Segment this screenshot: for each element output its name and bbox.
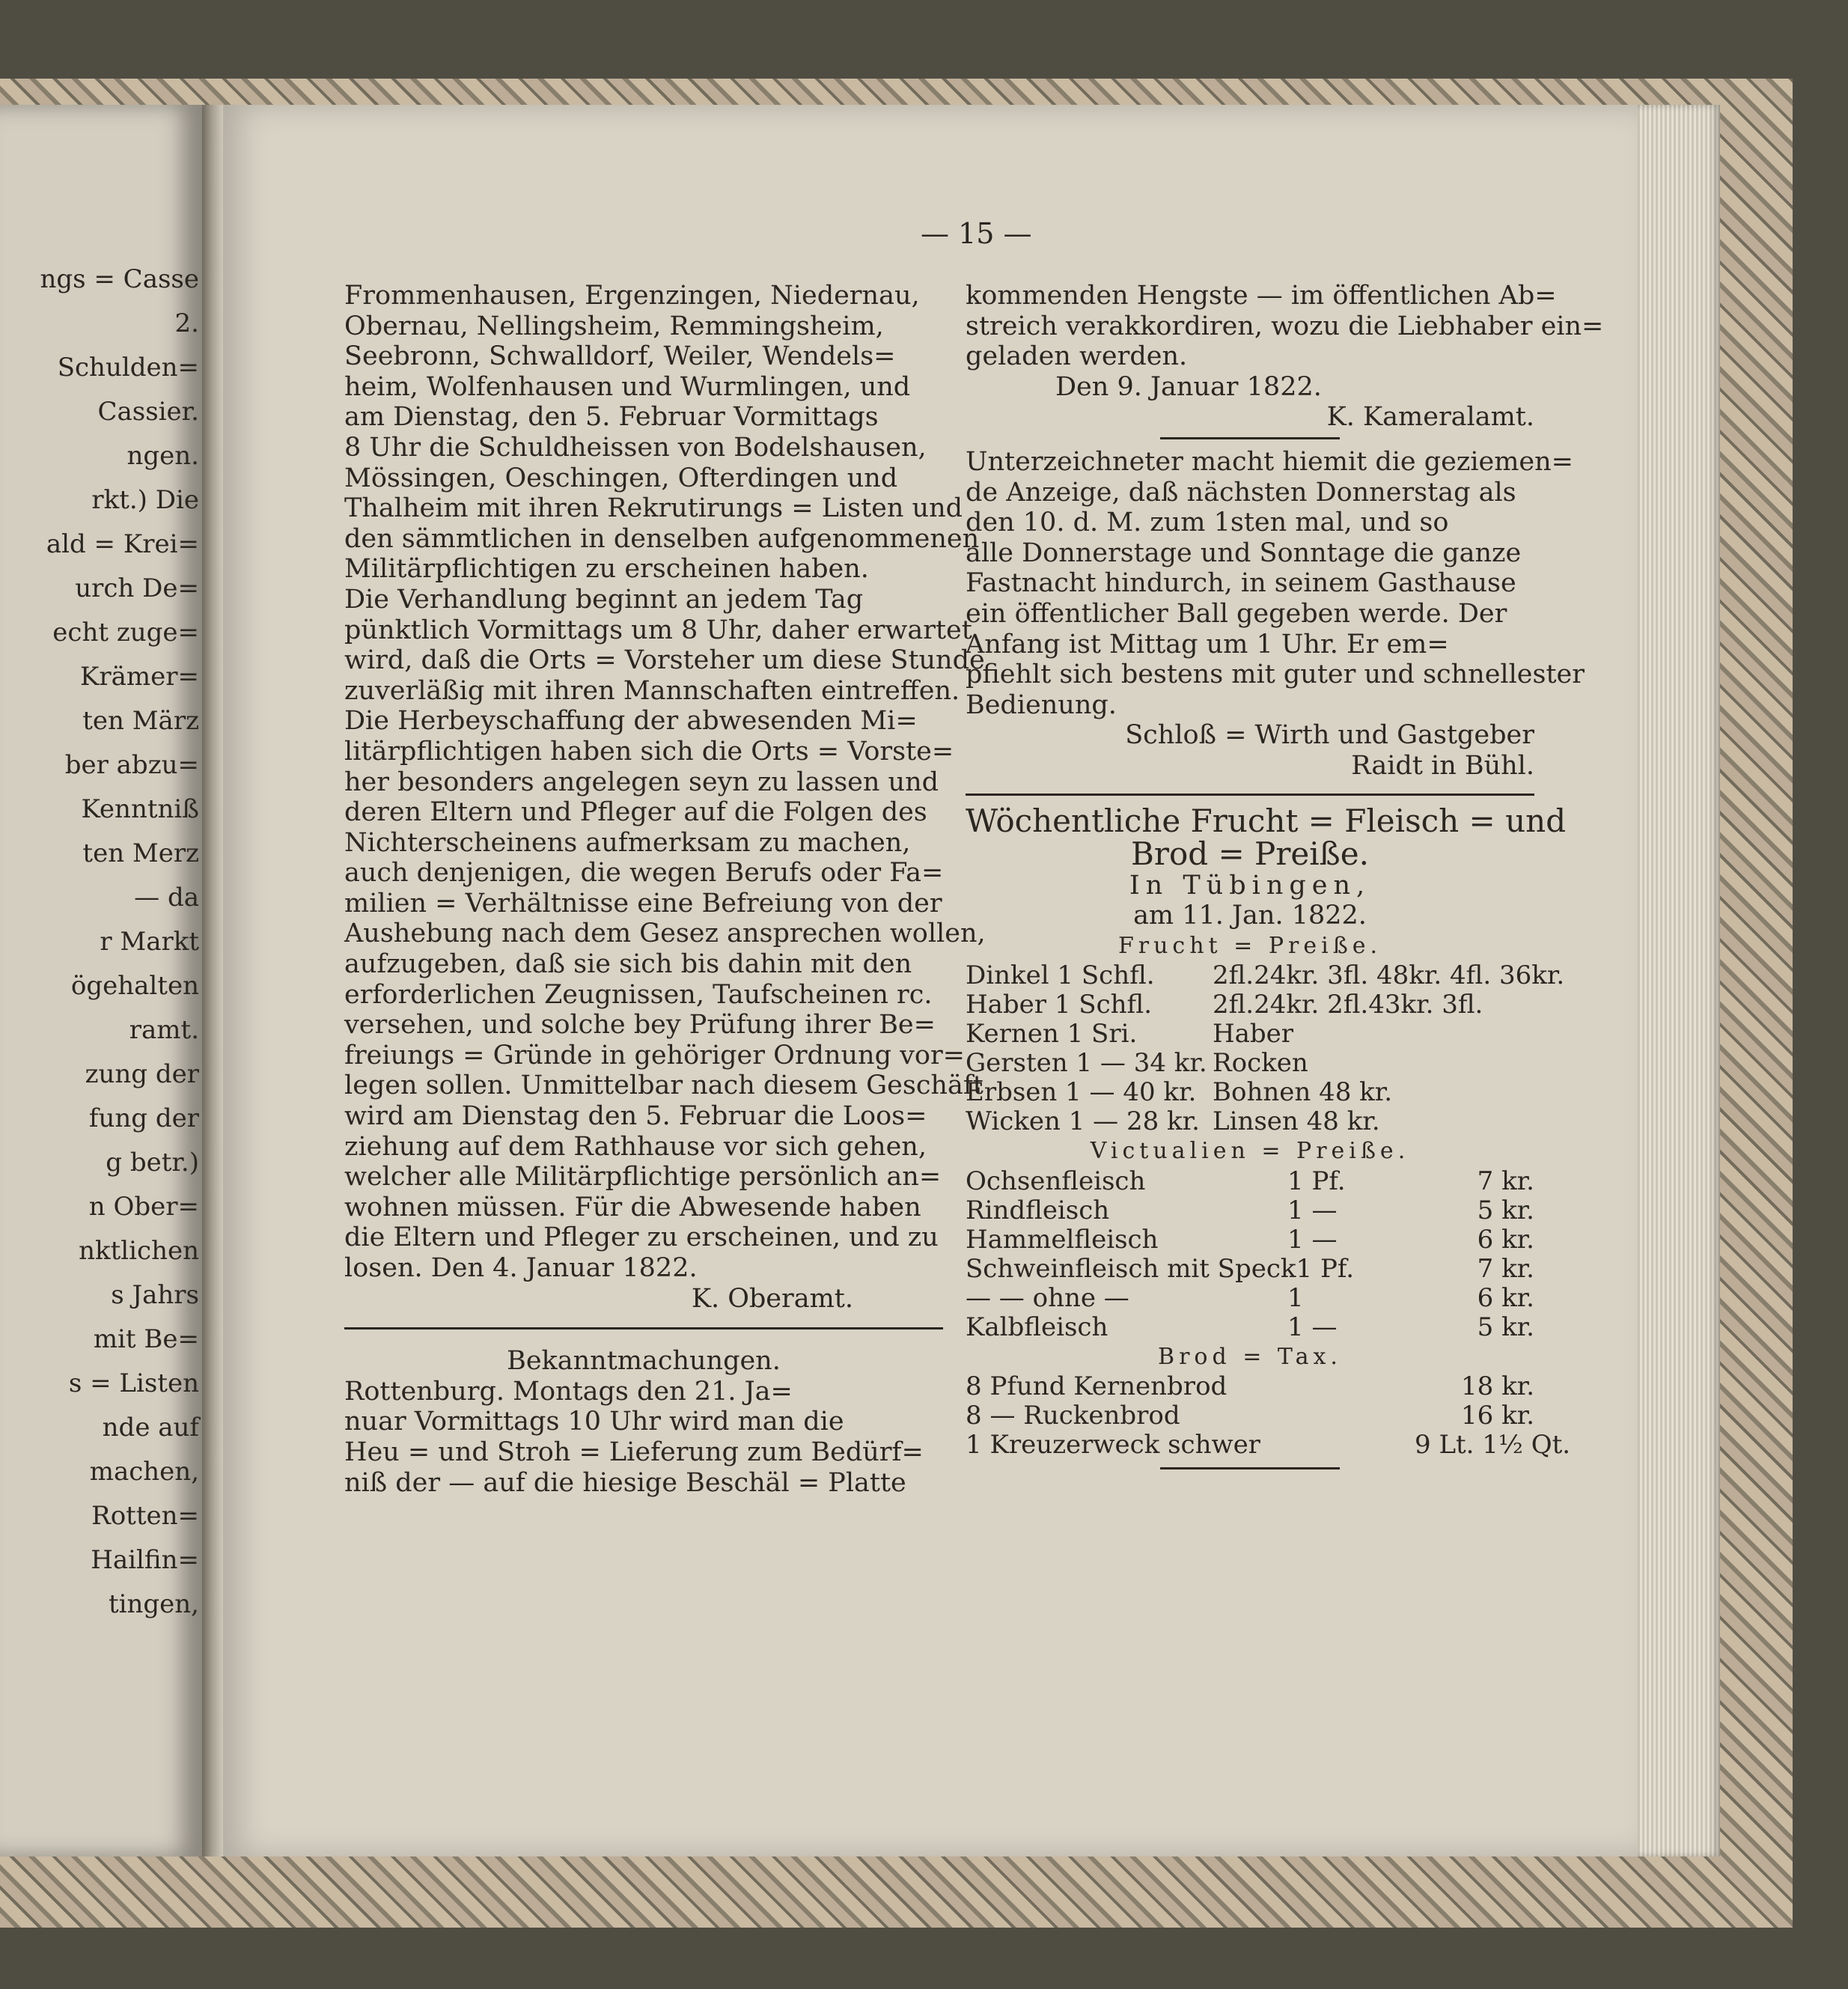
meat-row-qty: 1 — — [1287, 1224, 1338, 1255]
meat-row — [966, 1196, 1534, 1225]
column2-line: den 10. d. M. zum 1sten mal, und so — [966, 508, 1449, 538]
left-page-line: s Jahrs — [111, 1280, 199, 1310]
left-page-line: zung der — [85, 1059, 199, 1089]
left-page-line: r Markt — [100, 927, 199, 957]
column2-line: Anfang ist Mittag um 1 Uhr. Er em= — [966, 629, 1449, 660]
fruit-row-prices: 2fl.24kr. 2fl.43kr. 3fl. — [1213, 990, 1483, 1020]
meat-row — [966, 1167, 1534, 1196]
left-page-line: ten Merz — [82, 838, 199, 868]
column1-line: Nichterscheinens aufmerksam zu machen, — [344, 827, 911, 858]
fruit-row-item: Wicken 1 — 28 kr. — [966, 1106, 1200, 1137]
column1-line: die Eltern und Pfleger zu erscheinen, und zu — [344, 1222, 939, 1253]
left-page-line: 2. — [174, 308, 199, 338]
meat-row-price: 5 kr. — [1477, 1312, 1534, 1342]
left-page-line: machen, — [89, 1457, 199, 1487]
column2-line: alle Donnerstage und Sonntage die ganze — [966, 537, 1522, 568]
fruit-row-item: Gersten 1 — 34 kr. — [966, 1048, 1207, 1079]
bread-row — [966, 1401, 1534, 1431]
column2-line: Fastnacht hindurch, in seinem Gasthause — [966, 568, 1516, 599]
left-page-line: n Ober= — [88, 1192, 199, 1222]
left-page-line: s = Listen — [68, 1368, 199, 1398]
column1-line: deren Eltern und Pfleger auf die Folgen des — [344, 797, 927, 828]
column1-line: Obernau, Nellingsheim, Remmingsheim, — [344, 311, 884, 341]
book-spine — [202, 105, 223, 1856]
end-rule — [1160, 1467, 1340, 1469]
price-place: In Tübingen, — [1129, 870, 1371, 901]
column1-line: nuar Vormittags 10 Uhr wird man die — [344, 1407, 844, 1437]
left-page-line: ber abzu= — [64, 750, 199, 780]
left-page-line: Krämer= — [79, 662, 199, 692]
fruit-row-item: Erbsen 1 — 40 kr. — [966, 1077, 1197, 1108]
left-page-line: ramt. — [129, 1015, 199, 1045]
column1-line: wird am Dienstag den 5. Februar die Loos= — [344, 1101, 927, 1132]
fruit-row — [966, 960, 1565, 991]
left-page-line: Rotten= — [91, 1501, 199, 1531]
meat-row-qty: 1 Pf. — [1287, 1166, 1346, 1196]
bread-row-qty — [1287, 1372, 1415, 1401]
column2-line: kommenden Hengste — im öffentlichen Ab= — [966, 281, 1557, 311]
page-number: — 15 — — [921, 217, 1032, 250]
text-column-1 — [344, 281, 986, 1498]
left-page-line: Hailfin= — [91, 1545, 199, 1575]
fruit-row — [966, 1078, 1534, 1107]
column1-line: litärpflichtigen haben sich die Orts = Vorste= — [344, 736, 954, 767]
meat-row-price: 6 kr. — [1477, 1282, 1534, 1313]
bread-row-item: 8 — Ruckenbrod — [966, 1401, 1180, 1431]
meat-row-item: — — ohne — — [966, 1282, 1129, 1313]
column1-line: pünktlich Vormittags um 8 Uhr, daher erwartet — [344, 615, 972, 645]
left-page-line: Kenntniß — [81, 794, 199, 824]
column1-line: wird, daß die Orts = Vorsteher um diese Stunde — [344, 645, 985, 676]
column2-line: geladen werden. — [966, 341, 1188, 372]
fruit-row — [966, 990, 1534, 1020]
meat-row-price: 7 kr. — [1477, 1166, 1534, 1196]
column1-line: welcher alle Militärpflichtige persönlich an= — [344, 1162, 942, 1193]
price-date: am 11. Jan. 1822. — [1133, 901, 1367, 931]
left-page — [0, 105, 202, 1856]
bread-row — [966, 1372, 1534, 1401]
column1-line: Thalheim mit ihren Rekrutirungs = Listen und — [344, 493, 963, 524]
left-page-line: tingen, — [108, 1589, 199, 1619]
column1-line: her besonders angelegen seyn zu lassen und — [344, 767, 939, 797]
left-page-line: ngs = Casse — [40, 264, 199, 294]
section-rule — [344, 1327, 943, 1329]
meat-row-qty: 1 — [1287, 1282, 1304, 1313]
section-heading: Bekanntmachungen. — [507, 1346, 781, 1377]
left-page-line: Cassier. — [97, 397, 199, 427]
fruit-row-item: Haber 1 Schfl. — [966, 990, 1153, 1020]
column1-line: 8 Uhr die Schuldheissen von Bodelshausen, — [344, 432, 927, 463]
column2-line: ein öffentlicher Ball gegeben werde. Der — [966, 598, 1507, 629]
fruit-row-prices: Rocken — [1213, 1048, 1308, 1079]
meat-row — [966, 1313, 1534, 1342]
fruit-row — [966, 1049, 1534, 1078]
notice-signature: Schloß = Wirth und Gastgeber — [1125, 720, 1534, 751]
left-page-line: nde auf — [102, 1413, 199, 1443]
column1-line: Heu = und Stroh = Lieferung zum Bedürf= — [344, 1437, 924, 1467]
bread-row-item: 1 Kreuzerweck schwer — [966, 1430, 1260, 1460]
meat-row-item: Kalbfleisch — [966, 1312, 1109, 1342]
left-page-line: nktlichen — [79, 1236, 199, 1266]
column2-line: streich verakkordiren, wozu die Liebhaber ein= — [966, 311, 1604, 341]
column1-line: am Dienstag, den 5. Februar Vormittags — [344, 402, 879, 433]
column1-line: wohnen müssen. Für die Abwesende haben — [344, 1192, 921, 1222]
column1-line: ziehung auf dem Rathhause vor sich gehen, — [344, 1131, 927, 1162]
col1-signature: K. Oberamt. — [691, 1283, 853, 1314]
victual-header: Victualien = Preiße. — [1090, 1138, 1410, 1165]
col2-signature: K. Kameralamt. — [1326, 402, 1534, 433]
fruit-row — [966, 1107, 1534, 1136]
bread-row-price: 9 Lt. 1½ Qt. — [1415, 1430, 1571, 1460]
column1-line: freiungs = Gründe in gehöriger Ordnung vor= — [344, 1040, 966, 1070]
column2-line: de Anzeige, daß nächsten Donnerstag als — [966, 477, 1516, 508]
column1-line: Aushebung nach dem Gesez ansprechen wollen, — [344, 919, 986, 949]
left-page-line: urch De= — [75, 573, 199, 603]
column1-line: Frommenhausen, Ergenzingen, Niedernau, — [344, 281, 920, 311]
column1-line: legen sollen. Unmittelbar nach diesem Geschäft — [344, 1070, 984, 1101]
column1-line: milien = Verhältnisse eine Befreiung von der — [344, 888, 942, 919]
column1-line: Die Herbeyschaffung der abwesenden Mi= — [344, 706, 918, 737]
column1-line: losen. Den 4. Januar 1822. — [344, 1253, 698, 1283]
meat-row-item: Hammelfleisch — [966, 1224, 1159, 1255]
price-title: Wöchentliche Frucht = Fleisch = und — [966, 802, 1567, 839]
fruit-row-prices: Linsen 48 kr. — [1213, 1106, 1380, 1137]
column2-line: Bedienung. — [966, 689, 1117, 720]
left-page-line: rkt.) Die — [91, 485, 199, 515]
column1-line: versehen, und solche bey Prüfung ihrer Be= — [344, 1010, 936, 1041]
page-edges — [1638, 105, 1720, 1856]
meat-row — [966, 1255, 1534, 1284]
meat-row-price: 6 kr. — [1477, 1224, 1534, 1255]
meat-row-item: Schweinfleisch mit Speck — [966, 1253, 1296, 1284]
left-page-line: echt zuge= — [52, 618, 199, 648]
column1-line: aufzugeben, daß sie sich bis dahin mit den — [344, 949, 912, 980]
meat-row-qty: 1 — — [1287, 1312, 1338, 1342]
column1-line: Mössingen, Oeschingen, Ofterdingen und — [344, 463, 898, 493]
left-page-line: fung der — [88, 1103, 199, 1133]
bread-row-item: 8 Pfund Kernenbrod — [966, 1371, 1228, 1402]
column2-line: pfiehlt sich bestens mit guter und schnellester — [966, 660, 1585, 690]
column1-line: den sämmtlichen in denselben aufgenommenen — [344, 523, 980, 554]
left-page-line: Schulden= — [57, 353, 199, 383]
meat-row-price: 7 kr. — [1477, 1253, 1534, 1284]
column1-line: Die Verhandlung beginnt an jedem Tag — [344, 584, 864, 615]
left-page-line: g betr.) — [106, 1148, 199, 1178]
column1-line: heim, Wolfenhausen und Wurmlingen, und — [344, 371, 911, 402]
left-page-line: mit Be= — [93, 1324, 199, 1354]
column1-line: Militärpflichtigen zu erscheinen haben. — [344, 554, 869, 585]
column2-line: Unterzeichneter macht hiemit die geziemen= — [966, 446, 1574, 477]
col2-date: Den 9. Januar 1822. — [1055, 371, 1322, 402]
column1-line: Seebronn, Schwalldorf, Weiler, Wendels= — [344, 341, 896, 372]
column1-line: niß der — auf die hiesige Beschäl = Platte — [344, 1467, 906, 1498]
meat-row-item: Ochsenfleisch — [966, 1166, 1146, 1196]
fruit-header: Frucht = Preiße. — [1117, 932, 1382, 959]
fruit-row — [966, 1020, 1534, 1049]
fruit-row-item: Kernen 1 Sri. — [966, 1019, 1138, 1050]
short-rule — [1160, 437, 1340, 439]
fruit-row-prices: 2fl.24kr. 3fl. 48kr. 4fl. 36kr. — [1213, 960, 1565, 991]
left-page-line: ten März — [82, 706, 199, 736]
column1-line: Rottenburg. Montags den 21. Ja= — [344, 1376, 793, 1407]
left-page-line: ögehalten — [70, 971, 199, 1001]
left-page-line: ald = Krei= — [46, 529, 199, 559]
meat-row-price: 5 kr. — [1477, 1195, 1534, 1225]
column1-line: erforderlichen Zeugnissen, Taufscheinen rc. — [344, 979, 933, 1010]
bread-row — [966, 1430, 1571, 1460]
section-rule — [966, 794, 1534, 796]
meat-row-item: Rindfleisch — [966, 1195, 1110, 1225]
fruit-row-prices: Bohnen 48 kr. — [1213, 1077, 1393, 1108]
fruit-row-item: Dinkel 1 Schfl. — [966, 960, 1155, 991]
fruit-row-prices: Haber — [1213, 1019, 1294, 1050]
meat-row-qty: 1 Pf. — [1296, 1253, 1355, 1284]
notice-signature: Raidt in Bühl. — [1351, 750, 1534, 781]
left-page-line: ngen. — [126, 441, 199, 471]
meat-row — [966, 1284, 1534, 1313]
column1-line: auch denjenigen, die wegen Berufs oder Fa= — [344, 858, 944, 889]
text-column-2 — [966, 281, 1604, 1469]
bread-row-qty — [1287, 1401, 1415, 1431]
left-page-line: — da — [134, 883, 199, 913]
bread-header: Brod = Tax. — [1158, 1343, 1342, 1370]
meat-row — [966, 1225, 1534, 1255]
column1-line: zuverläßig mit ihren Mannschaften eintreffen. — [344, 675, 960, 706]
bread-row-qty — [1287, 1431, 1415, 1460]
meat-row-qty: 1 — — [1287, 1195, 1338, 1225]
bread-row-price: 16 kr. — [1461, 1401, 1534, 1431]
price-title: Brod = Preiße. — [1131, 835, 1369, 872]
bread-row-price: 18 kr. — [1461, 1371, 1534, 1402]
